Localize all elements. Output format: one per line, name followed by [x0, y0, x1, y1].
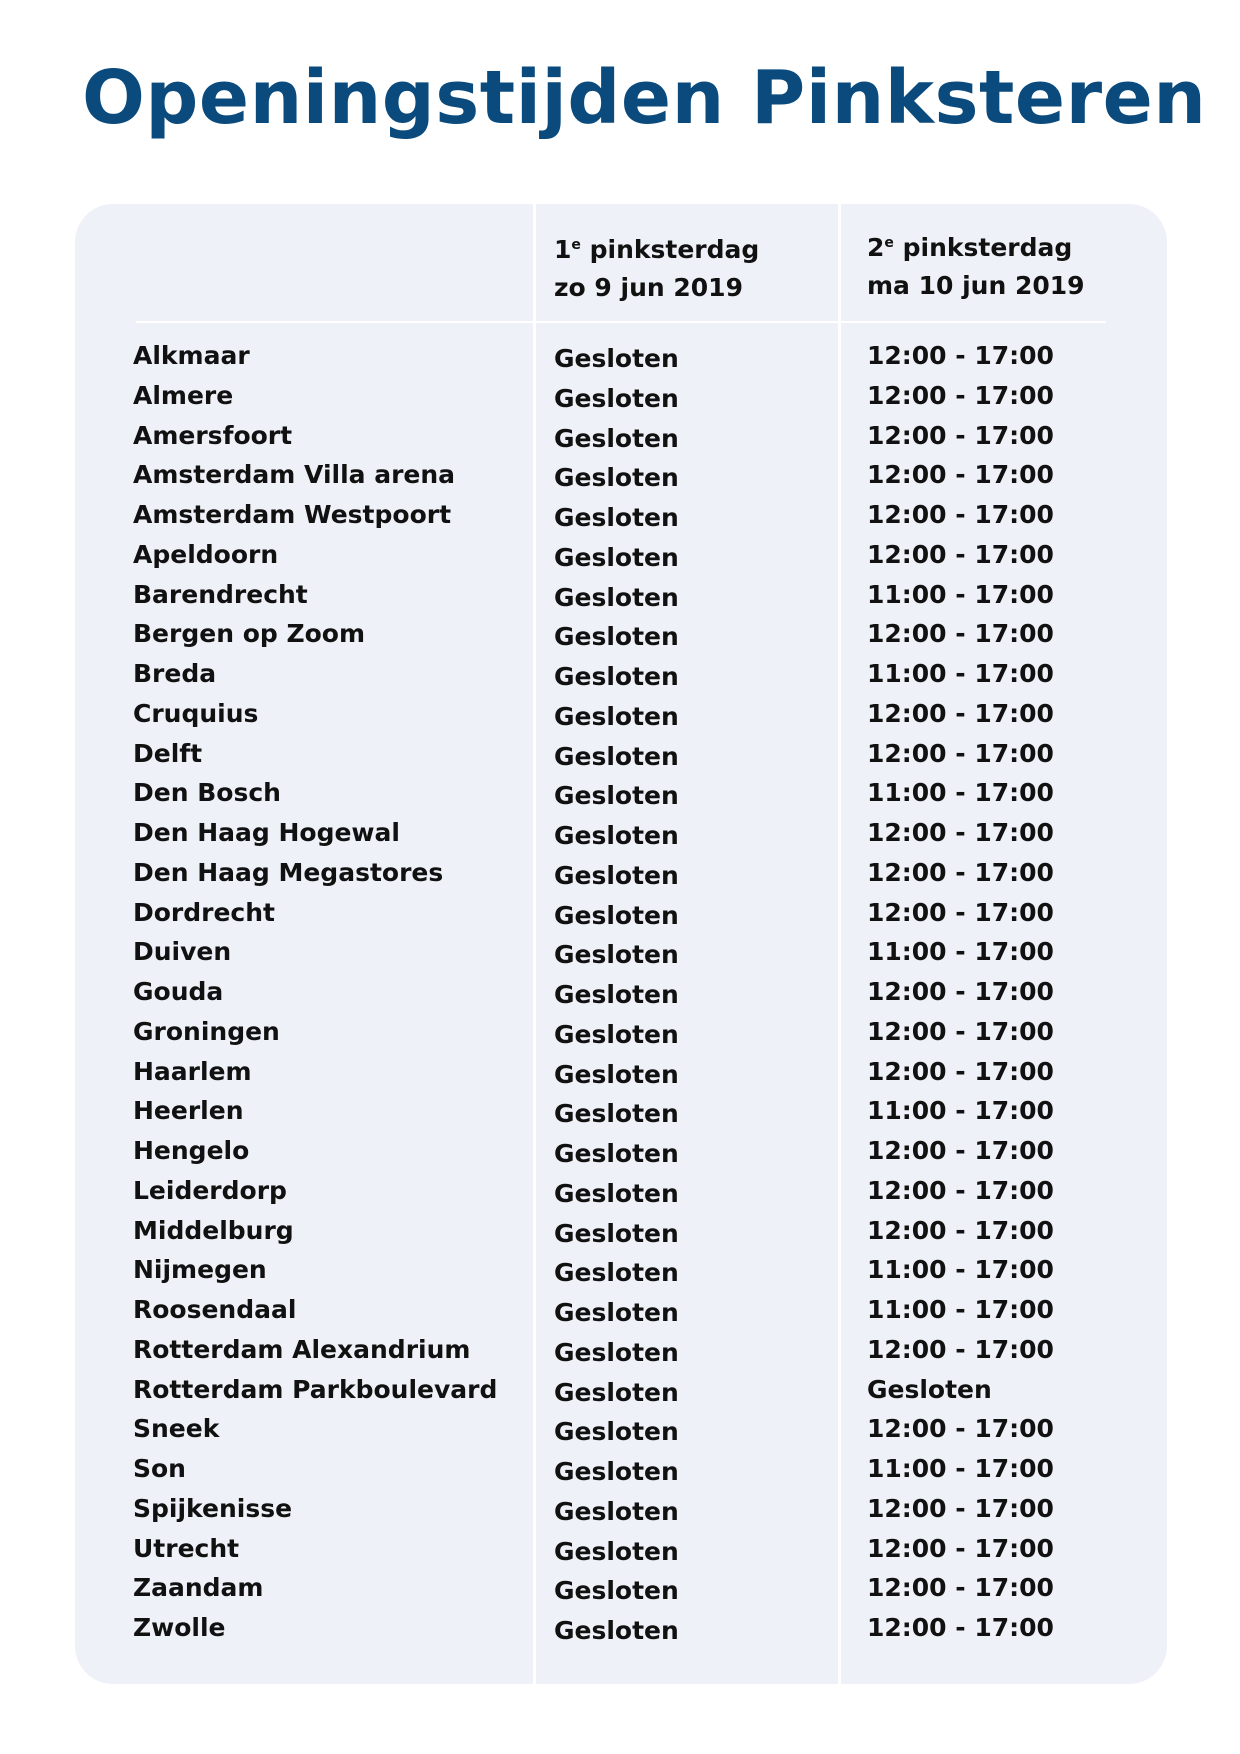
header-date: ma 10 jun 2019 — [867, 271, 1085, 300]
table-row — [75, 778, 1167, 818]
day2-hours-cell: 12:00 - 17:00 — [867, 1136, 1054, 1165]
table-row — [75, 1375, 1167, 1415]
table-row — [75, 1096, 1167, 1136]
day2-hours-cell: 12:00 - 17:00 — [867, 1056, 1054, 1086]
day1-hours-cell: Gesloten — [554, 741, 679, 771]
location-cell: Duiven — [133, 937, 232, 967]
day2-hours-cell: 12:00 - 17:00 — [867, 1414, 1054, 1444]
table-row — [75, 699, 1167, 739]
day1-hours-cell: Gesloten — [554, 781, 679, 811]
location-cell: Zwolle — [133, 1613, 226, 1642]
table-row — [75, 1414, 1167, 1454]
day2-hours-cell: 12:00 - 17:00 — [867, 1613, 1054, 1642]
table-row — [75, 977, 1167, 1017]
day2-hours-cell: 12:00 - 17:00 — [867, 341, 1054, 370]
day1-hours-cell: Gesloten — [554, 383, 679, 413]
location-cell: Heerlen — [133, 1096, 244, 1126]
column-header-day1 — [554, 226, 759, 307]
day1-hours-cell: Gesloten — [554, 1099, 679, 1129]
day2-hours-cell: 11:00 - 17:00 — [867, 937, 1054, 967]
table-row — [75, 580, 1167, 620]
location-cell: Leiderdorp — [133, 1175, 287, 1205]
location-cell: Son — [133, 1454, 186, 1483]
day1-hours-cell: Gesloten — [554, 1258, 679, 1288]
day2-hours-cell: 12:00 - 17:00 — [867, 1493, 1054, 1523]
day2-hours-cell: 11:00 - 17:00 — [867, 579, 1054, 609]
location-cell: Middelburg — [133, 1215, 294, 1245]
table-row — [75, 1136, 1167, 1176]
table-row — [75, 540, 1167, 580]
day1-hours-cell: Gesloten — [554, 1377, 679, 1407]
day2-hours-cell: Gesloten — [867, 1374, 992, 1404]
location-cell: Rotterdam Alexandrium — [133, 1334, 471, 1364]
day2-hours-cell: 12:00 - 17:00 — [867, 857, 1054, 887]
day2-hours-cell: 11:00 - 17:00 — [867, 1454, 1054, 1483]
day2-hours-cell: 12:00 - 17:00 — [867, 818, 1054, 847]
table-row — [75, 739, 1167, 779]
location-cell: Amersfoort — [133, 420, 293, 450]
table-row — [75, 460, 1167, 500]
day1-hours-cell: Gesloten — [554, 1298, 679, 1327]
location-cell: Zaandam — [133, 1573, 264, 1603]
column-header-day2 — [867, 224, 1085, 305]
day1-hours-cell: Gesloten — [554, 860, 679, 890]
day1-hours-cell: Gesloten — [554, 821, 679, 850]
location-cell: Almere — [133, 380, 234, 410]
location-cell: Amsterdam Villa arena — [133, 460, 456, 490]
table-row — [75, 937, 1167, 977]
day2-hours-cell: 12:00 - 17:00 — [867, 897, 1054, 927]
day1-hours-cell: Gesloten — [554, 1139, 679, 1168]
day1-hours-cell: Gesloten — [554, 940, 679, 970]
day2-hours-cell: 11:00 - 17:00 — [867, 778, 1054, 808]
location-cell: Hengelo — [133, 1136, 250, 1165]
day1-hours-cell: Gesloten — [554, 980, 679, 1009]
day2-hours-cell: 12:00 - 17:00 — [867, 977, 1054, 1006]
table-row — [75, 818, 1167, 858]
day2-hours-cell: 11:00 - 17:00 — [867, 1295, 1054, 1324]
day1-hours-cell: Gesloten — [554, 1218, 679, 1248]
table-row — [75, 1255, 1167, 1295]
day2-hours-cell: 12:00 - 17:00 — [867, 420, 1054, 450]
location-cell: Haarlem — [133, 1056, 252, 1086]
day1-hours-cell: Gesloten — [554, 542, 679, 572]
day2-hours-cell: 12:00 - 17:00 — [867, 1334, 1054, 1364]
header-label: pinksterdag — [589, 235, 760, 264]
day1-hours-cell: Gesloten — [554, 1536, 679, 1566]
location-cell: Groningen — [133, 1016, 280, 1046]
day1-hours-cell: Gesloten — [554, 423, 679, 453]
day1-hours-cell: Gesloten — [554, 1616, 679, 1645]
table-row — [75, 1454, 1167, 1494]
location-cell: Den Haag Hogewal — [133, 818, 400, 847]
location-cell: Rotterdam Parkboulevard — [133, 1374, 498, 1404]
table-row — [75, 1216, 1167, 1256]
location-cell: Spijkenisse — [133, 1493, 293, 1523]
location-cell: Delft — [133, 738, 203, 768]
day1-hours-cell: Gesloten — [554, 582, 679, 612]
table-row — [75, 1573, 1167, 1613]
day1-hours-cell: Gesloten — [554, 503, 679, 532]
table-row — [75, 1335, 1167, 1375]
opening-hours-table — [75, 204, 1167, 1684]
location-cell: Amsterdam Westpoort — [133, 500, 452, 529]
day2-hours-cell: 12:00 - 17:00 — [867, 1175, 1054, 1205]
day1-hours-cell: Gesloten — [554, 701, 679, 731]
location-cell: Gouda — [133, 977, 224, 1006]
table-row — [75, 341, 1167, 381]
table-body — [75, 341, 1167, 1653]
day1-hours-cell: Gesloten — [554, 900, 679, 930]
table-row — [75, 500, 1167, 540]
table-row — [75, 1176, 1167, 1216]
day1-hours-cell: Gesloten — [554, 344, 679, 373]
day1-hours-cell: Gesloten — [554, 1337, 679, 1367]
table-row — [75, 659, 1167, 699]
location-cell: Bergen op Zoom — [133, 619, 365, 649]
table-row — [75, 381, 1167, 421]
location-cell: Barendrecht — [133, 579, 308, 609]
day2-hours-cell: 12:00 - 17:00 — [867, 380, 1054, 410]
day2-hours-cell: 12:00 - 17:00 — [867, 1016, 1054, 1046]
header-divider — [136, 321, 1106, 323]
location-cell: Utrecht — [133, 1533, 240, 1563]
location-cell: Breda — [133, 659, 217, 688]
day2-hours-cell: 11:00 - 17:00 — [867, 1255, 1054, 1285]
day2-hours-cell: 12:00 - 17:00 — [867, 698, 1054, 728]
location-cell: Den Bosch — [133, 778, 281, 808]
day1-hours-cell: Gesloten — [554, 1496, 679, 1526]
day1-hours-cell: Gesloten — [554, 1059, 679, 1089]
day1-hours-cell: Gesloten — [554, 1576, 679, 1606]
day1-hours-cell: Gesloten — [554, 463, 679, 493]
day2-hours-cell: 12:00 - 17:00 — [867, 500, 1054, 529]
day1-hours-cell: Gesloten — [554, 1417, 679, 1447]
table-row — [75, 1534, 1167, 1574]
header-ordinal: 1 — [554, 235, 572, 264]
day2-hours-cell: 12:00 - 17:00 — [867, 1533, 1054, 1563]
location-cell: Roosendaal — [133, 1295, 297, 1324]
day1-hours-cell: Gesloten — [554, 622, 679, 652]
day2-hours-cell: 12:00 - 17:00 — [867, 539, 1054, 569]
day2-hours-cell: 12:00 - 17:00 — [867, 738, 1054, 768]
location-cell: Apeldoorn — [133, 539, 279, 569]
header-date: zo 9 jun 2019 — [554, 273, 743, 302]
day2-hours-cell: 12:00 - 17:00 — [867, 460, 1054, 490]
table-row — [75, 1613, 1167, 1653]
location-cell: Dordrecht — [133, 897, 276, 927]
page-title: Openingstijden Pinksteren — [82, 55, 1207, 141]
location-cell: Den Haag Megastores — [133, 857, 444, 887]
day1-hours-cell: Gesloten — [554, 662, 679, 691]
location-cell: Nijmegen — [133, 1255, 267, 1285]
location-cell: Sneek — [133, 1414, 220, 1444]
header-ordinal-suffix: e — [571, 237, 581, 253]
table-row — [75, 421, 1167, 461]
day2-hours-cell: 12:00 - 17:00 — [867, 619, 1054, 649]
day1-hours-cell: Gesloten — [554, 1019, 679, 1049]
location-cell: Cruquius — [133, 698, 259, 728]
header-ordinal: 2 — [867, 233, 885, 262]
day2-hours-cell: 12:00 - 17:00 — [867, 1215, 1054, 1245]
table-row — [75, 619, 1167, 659]
location-cell: Alkmaar — [133, 341, 250, 370]
day2-hours-cell: 11:00 - 17:00 — [867, 659, 1054, 688]
header-label: pinksterdag — [902, 233, 1073, 262]
day2-hours-cell: 11:00 - 17:00 — [867, 1096, 1054, 1126]
table-row — [75, 1295, 1167, 1335]
table-row — [75, 1057, 1167, 1097]
table-row — [75, 1494, 1167, 1534]
header-ordinal-suffix: e — [884, 235, 894, 251]
table-row — [75, 858, 1167, 898]
day1-hours-cell: Gesloten — [554, 1178, 679, 1208]
day1-hours-cell: Gesloten — [554, 1457, 679, 1486]
day2-hours-cell: 12:00 - 17:00 — [867, 1573, 1054, 1603]
table-row — [75, 1017, 1167, 1057]
table-row — [75, 898, 1167, 938]
